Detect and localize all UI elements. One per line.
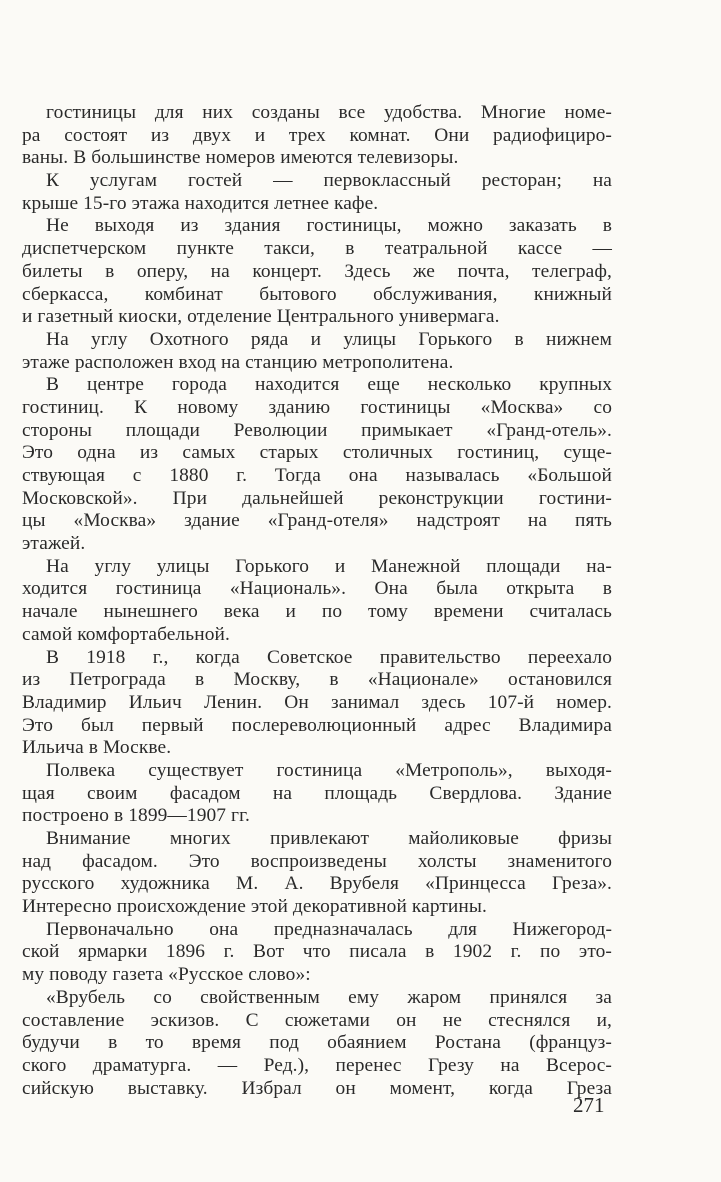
text-line: гостиниц. К новому зданию гостиницы «Москва» со (22, 396, 612, 418)
text-line: билеты в оперу, на концерт. Здесь же почта, телеграф, (22, 260, 612, 282)
page-number: 271 (573, 1093, 605, 1117)
text-line: гостиницы для них созданы все удобства. Многие номе- (46, 102, 612, 123)
text-line: из Петрограда в Москву, в «Национале» остановился (22, 669, 612, 691)
text-line: построено в 1899—1907 гг. (22, 805, 250, 827)
text-line: Это одна из самых старых столичных гостиниц, суще- (22, 442, 612, 464)
text-line: Московской». При дальнейшей реконструкции гостини- (22, 487, 612, 509)
paragraph (22, 828, 612, 919)
paragraph (22, 760, 612, 828)
paragraph (22, 102, 612, 170)
page-text (22, 102, 612, 1100)
text-line: «Врубель со свойственным ему жаром принялся за (46, 986, 612, 1008)
text-line: Не выходя из здания гостиницы, можно заказать в (46, 215, 612, 237)
paragraph (22, 987, 612, 1100)
paragraph (22, 170, 612, 215)
paragraph (22, 556, 612, 647)
text-line: Это был первый послереволюционный адрес Владимира (22, 714, 612, 736)
text-line: В 1918 г., когда Советское правительство переехало (46, 646, 612, 668)
text-line: ваны. В большинстве номеров имеются телевизоры. (22, 147, 459, 169)
text-line: этажей. (22, 533, 86, 555)
text-line: самой комфортабельной. (22, 623, 230, 645)
paragraph (22, 374, 612, 556)
text-line: ствующая с 1880 г. Тогда она называлась «Большой (22, 465, 612, 486)
text-line: составление эскизов. С сюжетами он не стеснялся и, (22, 1009, 612, 1031)
text-line: Ильича в Москве. (22, 737, 172, 759)
text-line: ского драматурга. — Ред.), перенес Грезу на Всерос- (22, 1054, 612, 1076)
paragraph (22, 647, 612, 760)
text-line: ходится гостиница «Националь». Она была открыта в (22, 578, 612, 600)
text-line: начале нынешнего века и по тому времени считалась (22, 601, 612, 623)
text-line: и газетный киоски, отделение Центрального универмага. (22, 306, 500, 328)
paragraph (22, 329, 612, 374)
text-line: ра состоят из двух и трех комнат. Они радиофициро- (22, 124, 612, 146)
text-line: сийскую выставку. Избрал он момент, когда Греза (22, 1077, 612, 1099)
text-line: сберкасса, комбинат бытового обслуживания, книжный (22, 283, 612, 305)
text-line: Внимание многих привлекают майоликовые фризы (46, 828, 612, 849)
text-line: крыше 15-го этажа находится летнее кафе. (22, 192, 379, 214)
text-line: Первоначально она предназначалась для Нижегород- (46, 918, 612, 940)
text-line: му поводу газета «Русское слово»: (22, 964, 311, 986)
text-line: Владимир Ильич Ленин. Он занимал здесь 107-й номер. (22, 691, 612, 713)
text-line: диспетчерском пункте такси, в театральной кассе — (22, 238, 612, 260)
text-line: На углу улицы Горького и Манежной площади на- (46, 555, 612, 577)
text-line: щая своим фасадом на площадь Свердлова. Здание (22, 782, 612, 804)
text-line: над фасадом. Это воспроизведены холсты знаменитого (22, 850, 612, 872)
text-line: ской ярмарки 1896 г. Вот что писала в 1902 г. по это- (22, 941, 612, 963)
text-line: цы «Москва» здание «Гранд-отеля» надстроят на пять (22, 510, 612, 532)
text-line: русского художника М. А. Врубеля «Принцесса Греза». (22, 873, 612, 895)
text-line: К услугам гостей — первоклассный ресторан; на (46, 170, 612, 192)
text-line: Интересно происхождение этой декоративной картины. (22, 896, 487, 918)
text-line: Полвека существует гостиница «Метрополь», выходя- (46, 759, 612, 781)
paragraph (22, 215, 612, 328)
text-line: В центре города находится еще несколько крупных (46, 374, 612, 396)
text-line: будучи в то время под обаянием Ростана (француз- (22, 1032, 612, 1054)
text-line: стороны площади Революции примыкает «Гранд-отель». (22, 419, 612, 441)
paragraph (22, 919, 612, 987)
text-line: этаже расположен вход на станцию метрополитена. (22, 351, 454, 373)
text-line: На углу Охотного ряда и улицы Горького в нижнем (46, 328, 612, 350)
